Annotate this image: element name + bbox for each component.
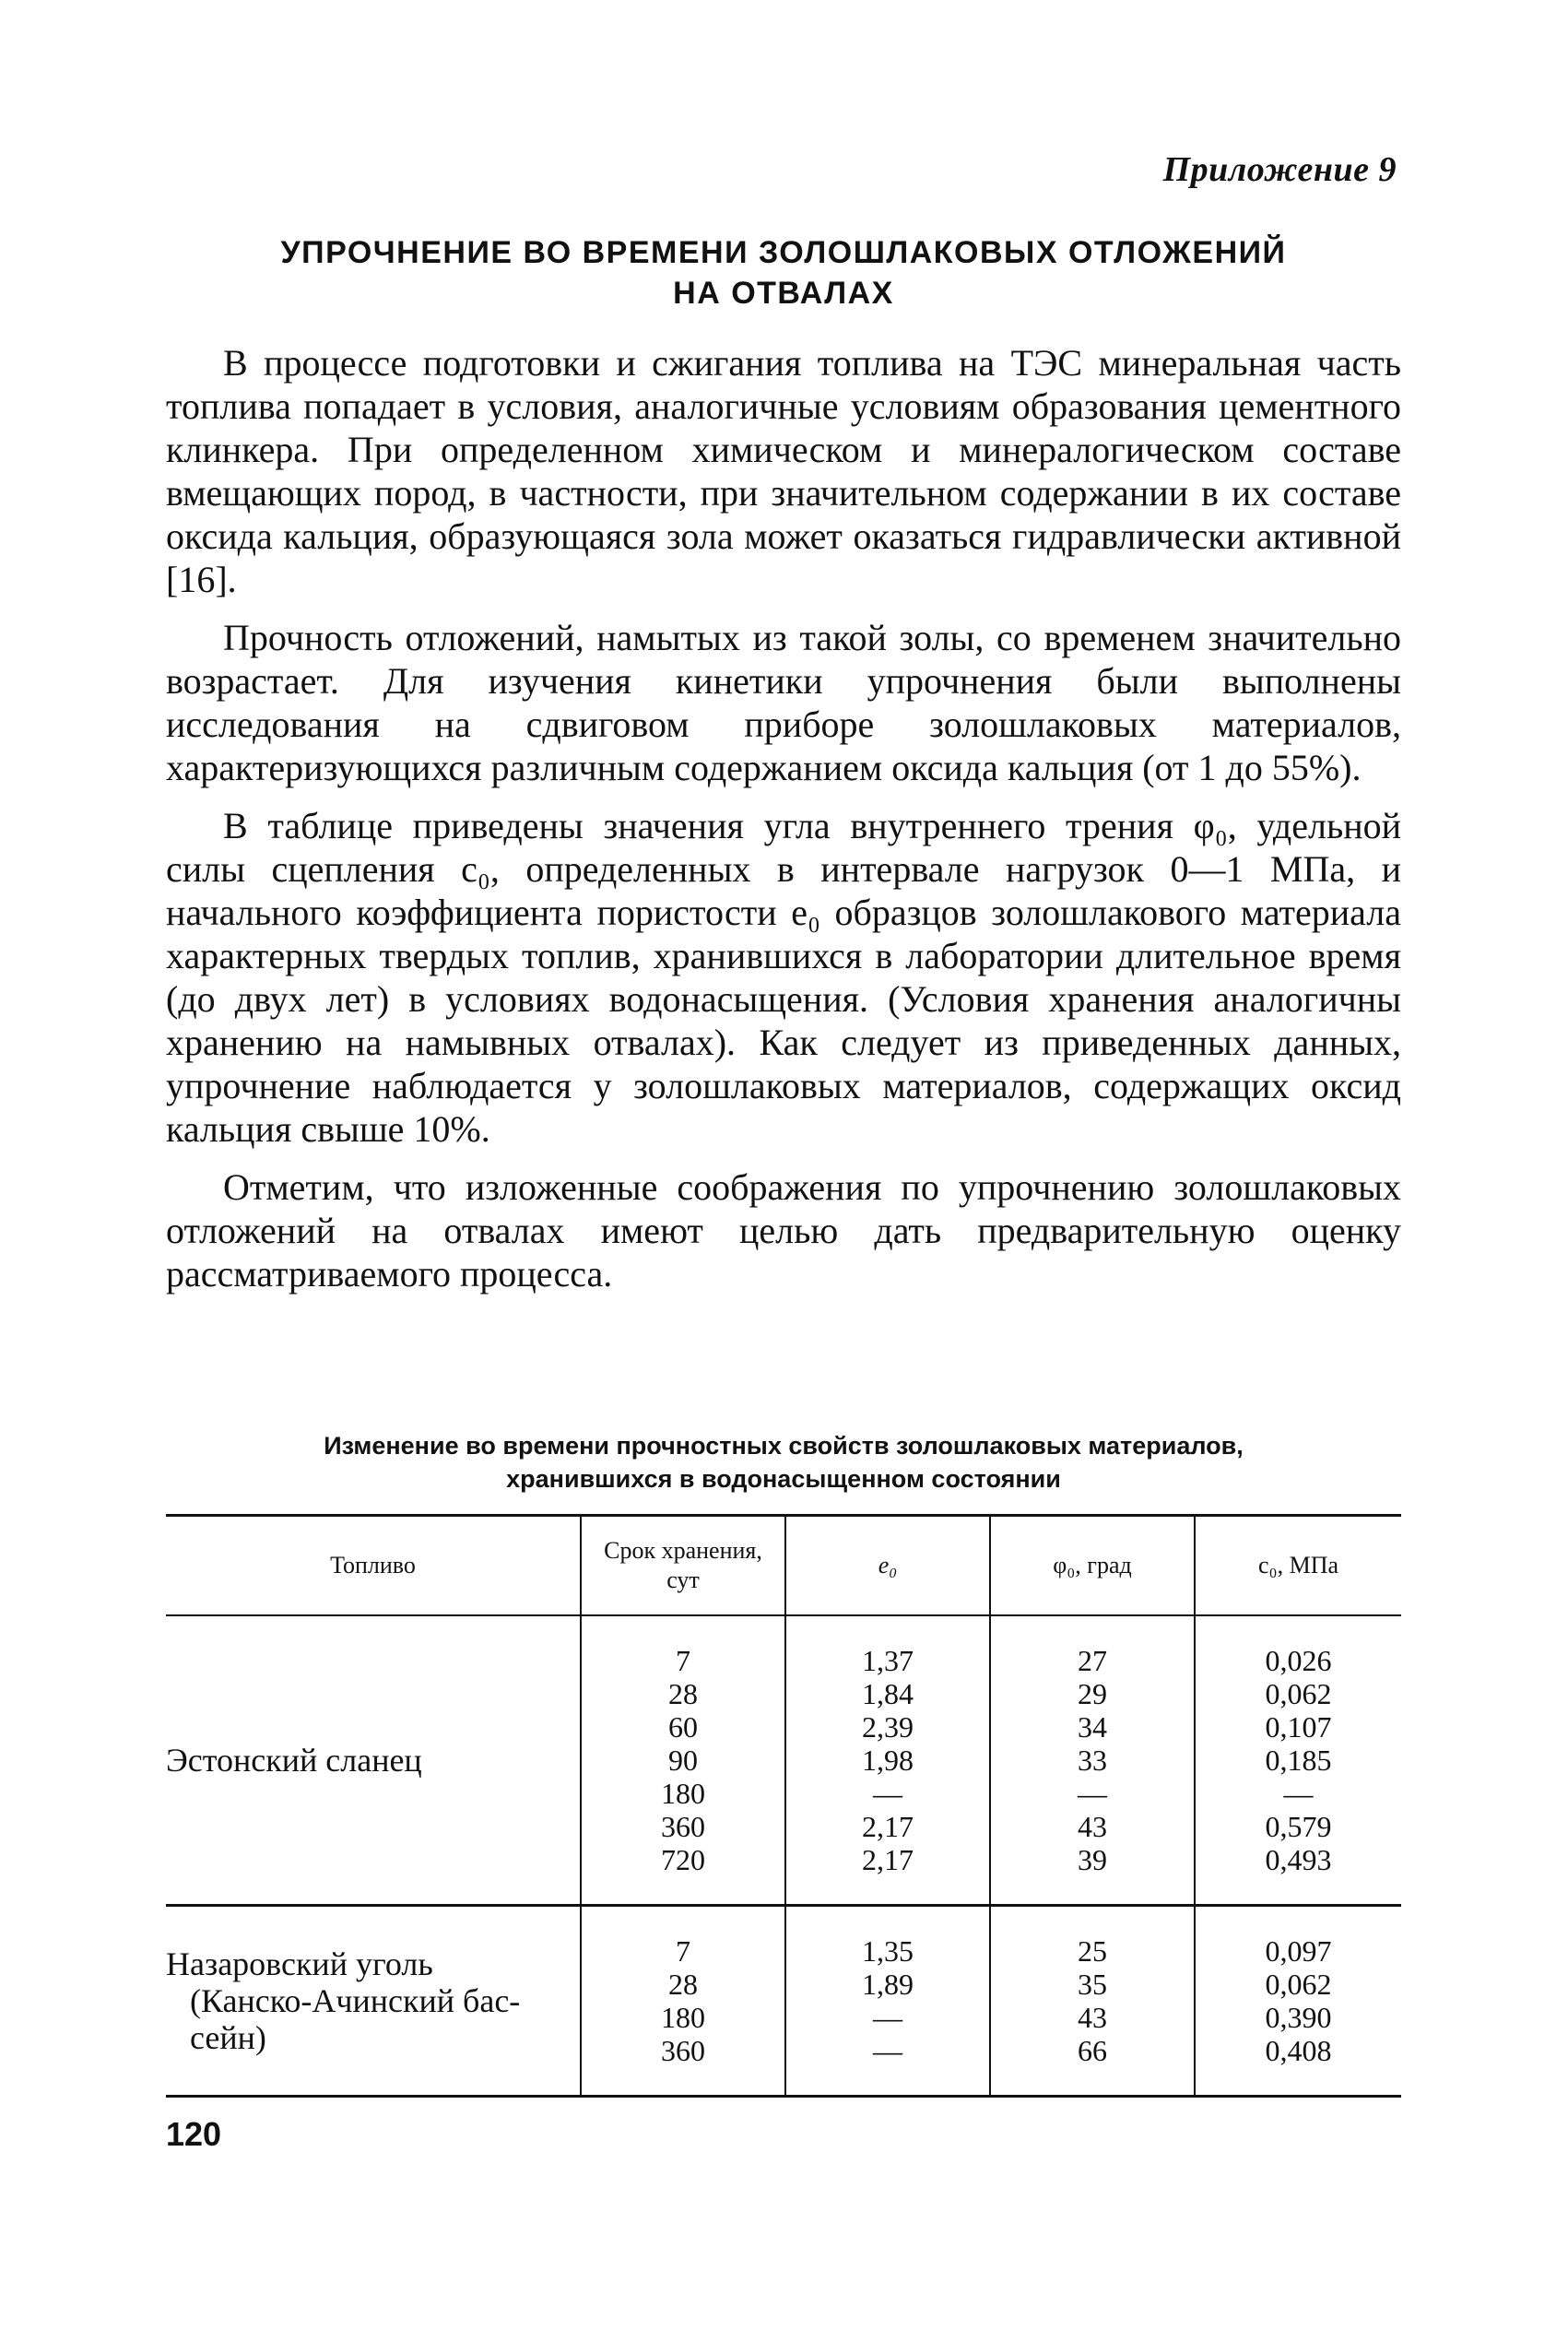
phi0-cell bbox=[990, 1906, 1195, 2097]
fuel-name: Назаровский уголь bbox=[166, 1945, 433, 1982]
days-cell bbox=[581, 1906, 785, 2097]
title-line-2: НА ОТВАЛАХ bbox=[673, 276, 894, 311]
e0-value: 1,35 bbox=[862, 1934, 914, 1968]
data-table bbox=[166, 1514, 1401, 2098]
header-e0: e₀ bbox=[785, 1516, 990, 1616]
fuel-cell bbox=[166, 1615, 581, 1906]
days-value: 360 bbox=[661, 2034, 705, 2067]
e0-value: 2,17 bbox=[862, 1810, 914, 1843]
header-phi0: φ₀, град bbox=[990, 1516, 1195, 1616]
table-caption bbox=[166, 1429, 1401, 1496]
days-value: 180 bbox=[661, 1777, 705, 1810]
days-value: 180 bbox=[661, 2001, 705, 2034]
phi0-value: 43 bbox=[1078, 1810, 1107, 1843]
c0-value: 0,493 bbox=[1265, 1843, 1332, 1876]
days-value: 28 bbox=[668, 1968, 698, 2001]
paragraph-4: Отметим, что изложенные соображения по упрочнению золошлаковых отложений на отвалах имеют целью дать предварительную оценку рассматриваемого процесса. bbox=[166, 1166, 1401, 1295]
table-row-group-nazarovo-coal bbox=[166, 1906, 1401, 2097]
page-number: 120 bbox=[166, 2115, 222, 2153]
e0-value: 1,89 bbox=[862, 1968, 914, 2001]
e0-value: 2,17 bbox=[862, 1843, 914, 1876]
page-title bbox=[166, 232, 1401, 313]
phi0-value: 29 bbox=[1078, 1677, 1107, 1710]
e0-cell bbox=[785, 1615, 990, 1906]
phi0-value: 39 bbox=[1078, 1843, 1107, 1876]
days-value: 720 bbox=[661, 1843, 705, 1876]
c0-value: — bbox=[1283, 1777, 1314, 1810]
phi0-value: 25 bbox=[1078, 1934, 1107, 1968]
days-value: 28 bbox=[668, 1677, 698, 1710]
header-storage-days: Срок хранения, сут bbox=[581, 1516, 785, 1616]
days-cell bbox=[581, 1615, 785, 1906]
header-c0: c₀, МПа bbox=[1195, 1516, 1401, 1616]
table-caption-line-2: хранившихся в водонасыщенном состоянии bbox=[506, 1465, 1061, 1493]
c0-value: 0,408 bbox=[1265, 2034, 1332, 2067]
e0-value: — bbox=[873, 2034, 902, 2067]
table-caption-line-1: Изменение во времени прочностных свойств золошлаковых материалов, bbox=[324, 1432, 1244, 1460]
c0-value: 0,062 bbox=[1265, 1968, 1332, 2001]
phi0-cell bbox=[990, 1615, 1195, 1906]
body-text bbox=[166, 341, 1401, 1310]
appendix-label: Приложение 9 bbox=[1162, 150, 1397, 189]
c0-value: 0,097 bbox=[1265, 1934, 1332, 1968]
paragraph-1: В процессе подготовки и сжигания топлива на ТЭС минеральная часть топлива попадает в условия, аналогичные условиям образования цементного клинкера. При определенном химическом и минералогическом составе вмещающих пород, в частности, при значительном содержании в их составе оксида кальция, образующаяся зола может оказаться гидравлически активной [16]. bbox=[166, 342, 1401, 600]
e0-value: 1,37 bbox=[862, 1644, 914, 1677]
e0-value: 2,39 bbox=[862, 1710, 914, 1744]
c0-cell bbox=[1195, 1906, 1401, 2097]
phi0-value: 33 bbox=[1078, 1744, 1107, 1777]
days-value: 360 bbox=[661, 1810, 705, 1843]
paragraph-2: Прочность отложений, намытых из такой золы, со временем значительно возрастает. Для изучения кинетики упрочнения были выполнены исследования на сдвиговом приборе золошлаковых материалов, характеризующихся различным содержанием оксида кальция (от 1 до 55%). bbox=[166, 617, 1401, 788]
paragraph-3: В таблице приведены значения угла внутреннего трения φ₀, удельной силы сцепления c₀, определенных в интервале нагрузок 0—1 МПа, и начального коэффициента пористости e₀ образцов золошлакового материала характерных твердых топлив, хранившихся в лаборатории длительное время (до двух лет) в условиях водонасыщения. (Условия хранения аналогичны хранению на намывных отвалах). Как следует из приведенных данных, упрочнение наблюдается у золошлаковых материалов, содержащих оксид кальция свыше 10%. bbox=[166, 805, 1401, 1150]
days-value: 7 bbox=[676, 1644, 690, 1677]
fuel-name-continued: (Канско-Ачинский бас- bbox=[190, 1982, 521, 2019]
days-value: 60 bbox=[668, 1710, 698, 1744]
header-fuel: Топливо bbox=[166, 1516, 581, 1616]
c0-value: 0,026 bbox=[1265, 1644, 1332, 1677]
c0-value: 0,579 bbox=[1265, 1810, 1332, 1843]
table-row-group-estonian-shale bbox=[166, 1615, 1401, 1906]
e0-value: — bbox=[873, 1777, 902, 1810]
fuel-cell bbox=[166, 1906, 581, 2097]
c0-value: 0,390 bbox=[1265, 2001, 1332, 2034]
c0-value: 0,107 bbox=[1265, 1710, 1332, 1744]
table-header-row bbox=[166, 1516, 1401, 1616]
phi0-value: 27 bbox=[1078, 1644, 1107, 1677]
phi0-value: 34 bbox=[1078, 1710, 1107, 1744]
days-value: 90 bbox=[668, 1744, 698, 1777]
phi0-value: 43 bbox=[1078, 2001, 1107, 2034]
e0-cell bbox=[785, 1906, 990, 2097]
title-line-1: УПРОЧНЕНИЕ ВО ВРЕМЕНИ ЗОЛОШЛАКОВЫХ ОТЛОЖЕНИЙ bbox=[280, 235, 1287, 270]
fuel-name-continued: сейн) bbox=[190, 2019, 266, 2056]
phi0-value: 66 bbox=[1078, 2034, 1107, 2067]
phi0-value: — bbox=[1078, 1777, 1107, 1810]
fuel-name: Эстонский сланец bbox=[166, 1742, 422, 1779]
c0-value: 0,062 bbox=[1265, 1677, 1332, 1710]
days-value: 7 bbox=[676, 1934, 690, 1968]
phi0-value: 35 bbox=[1078, 1968, 1107, 2001]
e0-value: 1,84 bbox=[862, 1677, 914, 1710]
e0-value: — bbox=[873, 2001, 902, 2034]
e0-value: 1,98 bbox=[862, 1744, 914, 1777]
c0-cell bbox=[1195, 1615, 1401, 1906]
c0-value: 0,185 bbox=[1265, 1744, 1332, 1777]
